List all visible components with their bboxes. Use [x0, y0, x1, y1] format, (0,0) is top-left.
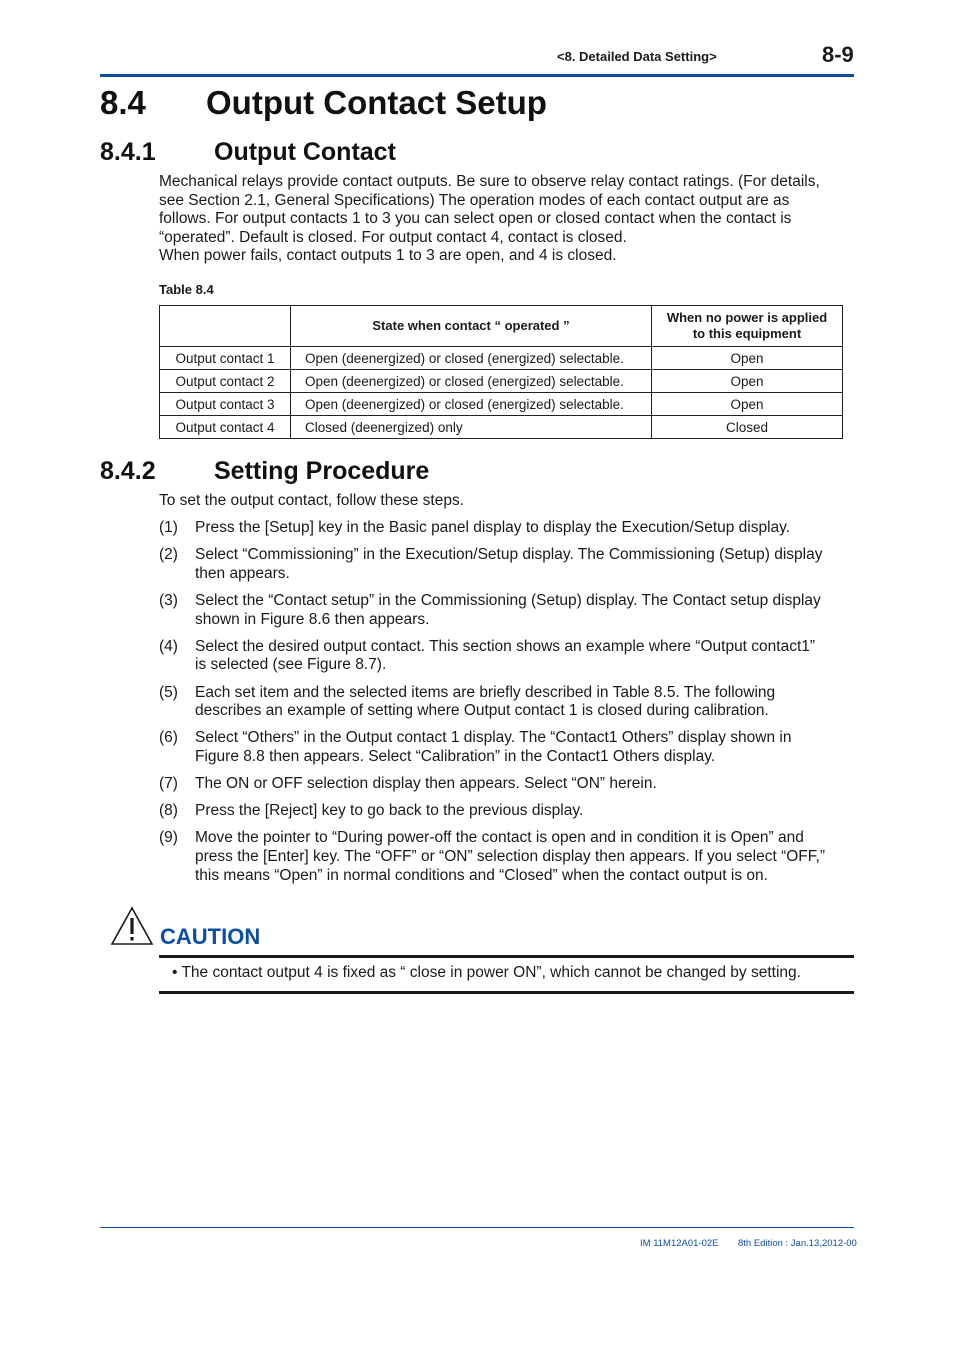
table-row	[160, 393, 843, 416]
step-number: (3)	[159, 591, 178, 609]
output-contact-paragraph	[159, 173, 859, 266]
procedure-step	[159, 775, 859, 794]
step-line: Select “Commissioning” in the Execution/Setup display. The Commissioning (Setup) display	[195, 546, 823, 564]
step-line: describes an example of setting where Output contact 1 is closed during calibration.	[195, 702, 769, 720]
table-header-line: to this equipment	[692, 326, 802, 341]
table-cell: Output contact 4	[160, 416, 291, 439]
caution-top-rule	[159, 955, 854, 958]
table-cell: Open (deenergized) or closed (energized) selectable.	[291, 393, 652, 416]
step-line: Press the [Reject] key to go back to the previous display.	[195, 802, 584, 820]
step-line: Figure 8.8 then appears. Select “Calibration” in the Contact1 Others display.	[195, 747, 716, 765]
page-number: 8-9	[822, 42, 854, 67]
subsection-number: 8.4.1	[100, 138, 156, 166]
subsection-heading-setting-procedure	[100, 457, 429, 486]
footer-doc-number: IM 11M12A01-02E	[640, 1238, 719, 1249]
footer-edition: 8th Edition : Jan.13,2012-00	[738, 1238, 857, 1249]
step-line: this means “Open” in normal conditions and “Closed” when the contact output is on.	[195, 866, 768, 884]
table-cell: Closed	[652, 416, 843, 439]
step-line: is selected (see Figure 8.7).	[195, 656, 387, 674]
table-header-cell	[160, 306, 291, 347]
procedure-step	[159, 729, 859, 766]
paragraph-line: Mechanical relays provide contact outputs. Be sure to observe relay contact ratings. (For details,	[159, 173, 820, 190]
step-text	[195, 829, 859, 885]
caution-text: • The contact output 4 is fixed as “ close in power ON”, which cannot be changed by setting.	[172, 964, 801, 981]
table-cell: Output contact 1	[160, 347, 291, 370]
table-header-row	[160, 306, 843, 347]
step-text	[195, 802, 859, 821]
procedure-step	[159, 684, 859, 721]
step-text	[195, 592, 859, 629]
subsection-number: 8.4.2	[100, 457, 156, 485]
section-title: Output Contact Setup	[206, 84, 547, 121]
table-cell: Open	[652, 347, 843, 370]
table-cell: Open (deenergized) or closed (energized) selectable.	[291, 347, 652, 370]
table-row	[160, 416, 843, 439]
table-row	[160, 347, 843, 370]
step-number: (7)	[159, 775, 178, 793]
table-header-line: When no power is applied	[666, 310, 828, 325]
output-contact-table	[159, 305, 843, 439]
step-number: (5)	[159, 683, 178, 701]
procedure-intro: To set the output contact, follow these steps.	[159, 492, 465, 509]
procedure-step	[159, 546, 859, 583]
procedure-steps	[159, 519, 859, 894]
paragraph-line: see Section 2.1, General Specifications) The operation modes of each contact output are as	[159, 191, 790, 209]
step-line: press the [Enter] key. The “OFF” or “ON” selection display then appears. If you select “OFF,”	[195, 848, 825, 866]
subsection-title: Setting Procedure	[214, 457, 430, 485]
table-header-cell	[652, 306, 843, 347]
step-line: The ON or OFF selection display then appears. Select “ON” herein.	[195, 775, 657, 793]
step-line: Each set item and the selected items are briefly described in Table 8.5. The following	[195, 683, 776, 701]
step-number: (8)	[159, 802, 178, 820]
table-cell: Open	[652, 370, 843, 393]
warning-triangle-icon	[110, 906, 154, 946]
step-text	[195, 519, 859, 538]
paragraph-line: When power fails, contact outputs 1 to 3 are open, and 4 is closed.	[159, 247, 617, 265]
step-line: Select “Others” in the Output contact 1 display. The “Contact1 Others” display shown in	[195, 729, 792, 747]
paragraph-line: follows. For output contacts 1 to 3 you can select open or closed contact when the contact is	[159, 210, 792, 228]
step-line: shown in Figure 8.6 then appears.	[195, 610, 430, 628]
step-text	[195, 546, 859, 583]
section-heading	[100, 84, 547, 122]
procedure-step	[159, 519, 859, 538]
subsection-heading-output-contact	[100, 138, 396, 167]
table-cell: Open (deenergized) or closed (energized) selectable.	[291, 370, 652, 393]
table-cell: Closed (deenergized) only	[291, 416, 652, 439]
table-row	[160, 370, 843, 393]
procedure-step	[159, 638, 859, 675]
step-number: (4)	[159, 637, 178, 655]
footer-divider	[100, 1227, 854, 1228]
table-cell: Open	[652, 393, 843, 416]
step-number: (6)	[159, 729, 178, 747]
step-text	[195, 729, 859, 766]
step-text	[195, 684, 859, 721]
step-line: Move the pointer to “During power-off the contact is open and in condition it is Open” and	[195, 829, 804, 847]
paragraph-line: “operated”. Default is closed. For output contact 4, contact is closed.	[159, 228, 627, 246]
step-line: Press the [Setup] key in the Basic panel display to display the Execution/Setup display.	[195, 519, 791, 536]
step-text	[195, 775, 859, 794]
step-number: (2)	[159, 546, 178, 564]
table-cell: Output contact 2	[160, 370, 291, 393]
running-header: <8. Detailed Data Setting>	[557, 49, 717, 64]
step-text	[195, 638, 859, 675]
table-caption: Table 8.4	[159, 282, 214, 297]
subsection-title: Output Contact	[214, 138, 396, 166]
step-line: then appears.	[195, 564, 290, 582]
caution-title: CAUTION	[160, 924, 261, 949]
section-number: 8.4	[100, 84, 146, 121]
table-cell: Output contact 3	[160, 393, 291, 416]
procedure-step	[159, 592, 859, 629]
procedure-step	[159, 802, 859, 821]
procedure-step	[159, 829, 859, 885]
step-line: Select the desired output contact. This section shows an example where “Output contact1”	[195, 637, 816, 655]
step-number: (9)	[159, 829, 178, 847]
step-line: Select the “Contact setup” in the Commissioning (Setup) display. The Contact setup display	[195, 591, 821, 609]
header-divider	[100, 74, 854, 77]
step-number: (1)	[159, 519, 178, 536]
table-header-cell: State when contact “ operated ”	[291, 306, 652, 347]
caution-bottom-rule	[159, 991, 854, 994]
